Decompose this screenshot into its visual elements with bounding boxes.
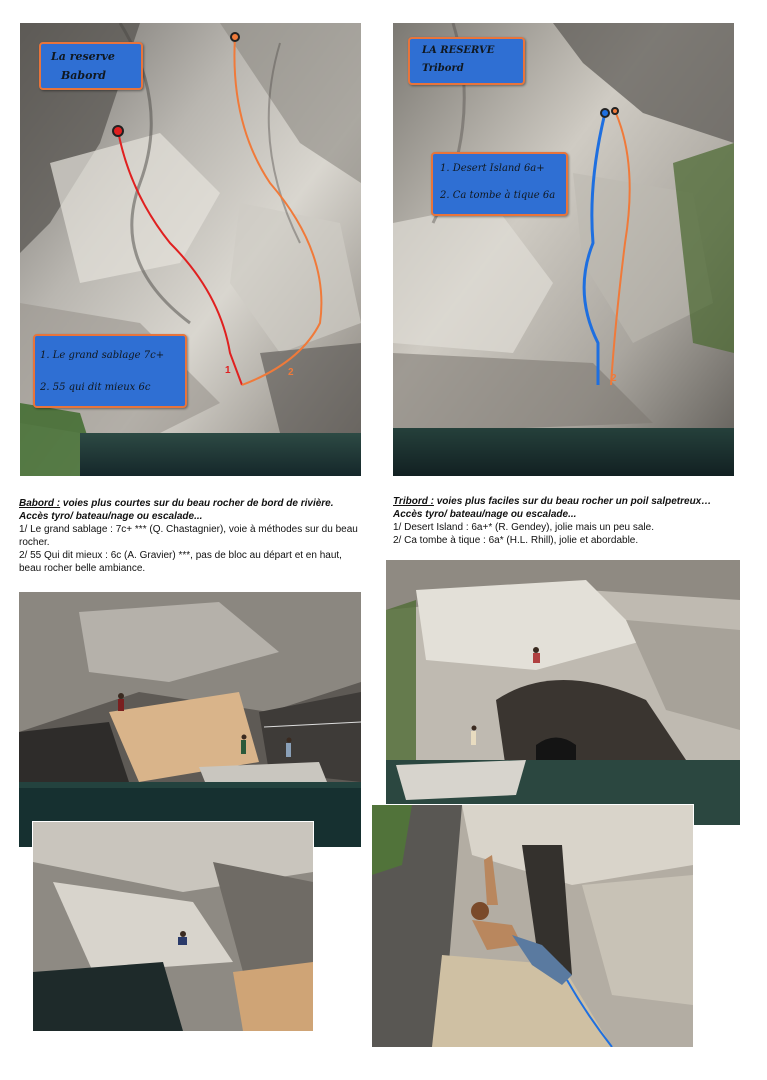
babord-route-label-2: 2. 55 qui dit mieux 6c bbox=[40, 382, 151, 393]
babord-rock-image bbox=[20, 23, 361, 476]
babord-access: Accès tyro/ bateau/nage ou escalade... bbox=[19, 511, 203, 522]
belayer-figure-cave bbox=[471, 726, 477, 746]
route-number-2: 2 bbox=[288, 367, 294, 378]
babord-title-label bbox=[39, 42, 143, 90]
babord-topo-photo bbox=[20, 23, 361, 476]
tribord-cave-photo bbox=[386, 560, 740, 825]
babord-route-label-1: 1. Le grand sablage 7c+ bbox=[40, 350, 165, 361]
route-orange-anchor-tribord bbox=[612, 108, 618, 114]
tribord-title-label bbox=[408, 37, 525, 85]
route-number-1: 1 bbox=[225, 365, 231, 376]
babord-description bbox=[19, 497, 364, 575]
tribord-heading-name: Tribord : bbox=[393, 496, 434, 507]
tribord-access: Accès tyro/ bateau/nage ou escalade... bbox=[393, 509, 577, 520]
tribord-route-number-2: 2 bbox=[611, 373, 617, 384]
tribord-route-label-2: 2. Ca tombe à tique 6a bbox=[440, 190, 556, 201]
babord-routes-label bbox=[33, 334, 187, 408]
babord-climber-photo bbox=[33, 822, 313, 1031]
tribord-topo-photo bbox=[393, 23, 734, 476]
tribord-route-2-desc: 2/ Ca tombe à tique : 6a* (H.L. Rhill), jolie et abordable. bbox=[393, 535, 639, 546]
babord-heading-rest: voies plus courtes sur du beau rocher de bord de rivière. bbox=[60, 498, 334, 509]
tribord-description bbox=[393, 495, 738, 547]
babord-route-1-desc: 1/ Le grand sablage : 7c+ *** (Q. Chastagnier), voie à méthodes sur du beau rocher. bbox=[19, 524, 358, 548]
tribord-route-1-desc: 1/ Desert Island : 6a+* (R. Gendey), jolie mais un peu sale. bbox=[393, 522, 654, 533]
babord-title-line-1: La reserve bbox=[51, 50, 115, 63]
route-blue-anchor bbox=[601, 109, 609, 117]
climber-figure bbox=[118, 693, 124, 711]
tribord-rock-image bbox=[393, 23, 734, 476]
babord-heading-name: Babord : bbox=[19, 498, 61, 509]
babord-title-line-2: Babord bbox=[61, 69, 106, 82]
tribord-route-label-1: 1. Desert Island 6a+ bbox=[440, 163, 545, 174]
tribord-climber-closeup-photo bbox=[372, 805, 693, 1047]
route-orange-anchor bbox=[231, 33, 239, 41]
babord-overhang-photo bbox=[19, 592, 361, 847]
tribord-routes-label bbox=[431, 152, 568, 216]
tribord-title-line-2: Tribord bbox=[422, 63, 464, 74]
route-red-anchor bbox=[113, 126, 123, 136]
babord-route-2-desc: 2/ 55 Qui dit mieux : 6c (A. Gravier) ***, pas de bloc au départ et en haut, beau rocher belle ambiance. bbox=[19, 550, 342, 574]
tribord-title-line-1: LA RESERVE bbox=[422, 45, 495, 56]
tribord-heading-rest: voies plus faciles sur du beau rocher un poil salpetreux… bbox=[433, 496, 712, 507]
